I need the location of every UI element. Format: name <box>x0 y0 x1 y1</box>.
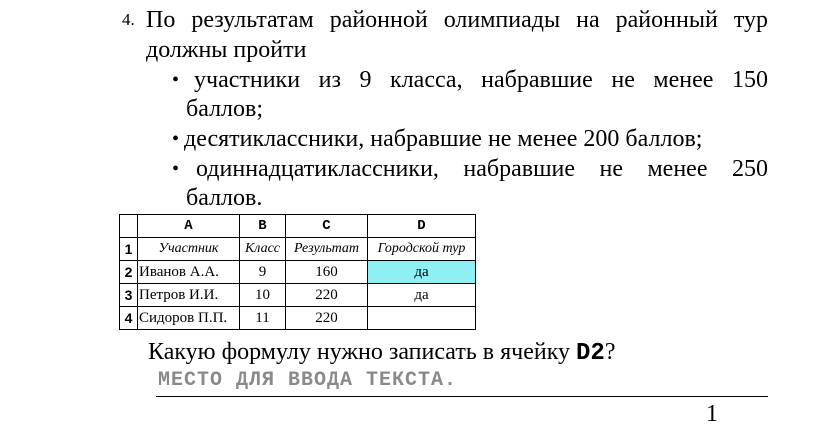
corner-cell <box>120 215 138 238</box>
cell-b1: Класс <box>240 238 286 261</box>
bullet-word: менее <box>653 67 714 93</box>
bullet-marker: • <box>172 158 180 180</box>
page-number: 1 <box>706 401 718 427</box>
bullet-word: одиннадцатиклассники, <box>196 156 439 182</box>
bullet-word: 250 <box>731 156 768 182</box>
cell-b3: 10 <box>240 284 286 307</box>
table-row <box>120 238 476 261</box>
row-number: 2 <box>120 261 138 284</box>
bullet-word: участники <box>194 67 301 93</box>
bullet-word: набравшие <box>463 156 576 182</box>
cell-c1: Результат <box>286 238 368 261</box>
bullet-word: 9 <box>359 67 372 93</box>
column-header-c: C <box>286 215 368 238</box>
cell-d1: Городской тур <box>368 238 476 261</box>
bullet-word: набравшие <box>481 67 593 93</box>
column-header-row <box>120 215 476 238</box>
intro-word: на <box>576 7 600 33</box>
intro-word: результатам <box>191 7 314 33</box>
column-header-b: B <box>240 215 286 238</box>
column-header-d: D <box>368 215 476 238</box>
bullet-1-line-1 <box>194 66 768 94</box>
bullet-1-line-2: баллов; <box>186 96 264 122</box>
intro-word: районный <box>615 7 718 33</box>
cell-c3: 220 <box>286 284 368 307</box>
intro-word: тур <box>733 7 768 33</box>
bullet-marker: • <box>172 128 180 150</box>
intro-word: районной <box>329 7 428 33</box>
answer-placeholder: МЕСТО ДЛЯ ВВОДА ТЕКСТА. <box>158 369 458 392</box>
cell-a3: Петров И.И. <box>138 284 240 307</box>
table-row <box>120 261 476 284</box>
cell-c2: 160 <box>286 261 368 284</box>
question-text <box>148 338 615 368</box>
bullet-word: из <box>318 67 341 93</box>
bullet-3-line-1 <box>196 155 768 183</box>
table-row <box>120 307 476 330</box>
cell-b4: 11 <box>240 307 286 330</box>
column-header-a: A <box>138 215 240 238</box>
task-intro-line-1 <box>146 6 768 34</box>
question-prefix: Какую формулу нужно записать в ячейку <box>148 339 577 365</box>
bullet-word: менее <box>647 156 708 182</box>
question-cell-ref: D2 <box>576 340 605 367</box>
bullet-word: не <box>611 67 635 93</box>
intro-word: олимпиады <box>443 7 561 33</box>
cell-d4 <box>368 307 476 330</box>
bullet-2-line-1: десятиклассники, набравшие не менее 200 баллов; <box>184 126 703 152</box>
cell-a2: Иванов А.А. <box>138 261 240 284</box>
question-suffix: ? <box>604 339 616 365</box>
row-number: 1 <box>120 238 138 261</box>
bullet-word: класса, <box>390 67 463 93</box>
cell-b2: 9 <box>240 261 286 284</box>
bullet-3-line-2: баллов. <box>186 185 263 211</box>
row-number: 3 <box>120 284 138 307</box>
bullet-word: 150 <box>731 67 768 93</box>
cell-d3: да <box>368 284 476 307</box>
task-number: 4. <box>122 10 135 29</box>
cell-a4: Сидоров П.П. <box>138 307 240 330</box>
cell-c4: 220 <box>286 307 368 330</box>
answer-input[interactable] <box>156 366 768 397</box>
table-row <box>120 284 476 307</box>
intro-word: По <box>146 7 176 33</box>
spreadsheet-table <box>119 214 476 330</box>
bullet-marker: • <box>172 69 180 91</box>
bullet-word: не <box>599 156 624 182</box>
cell-a1: Участник <box>138 238 240 261</box>
cell-d2-selected[interactable]: да <box>368 261 476 284</box>
row-number: 4 <box>120 307 138 330</box>
task-intro-line-2: должны пройти <box>146 37 307 63</box>
